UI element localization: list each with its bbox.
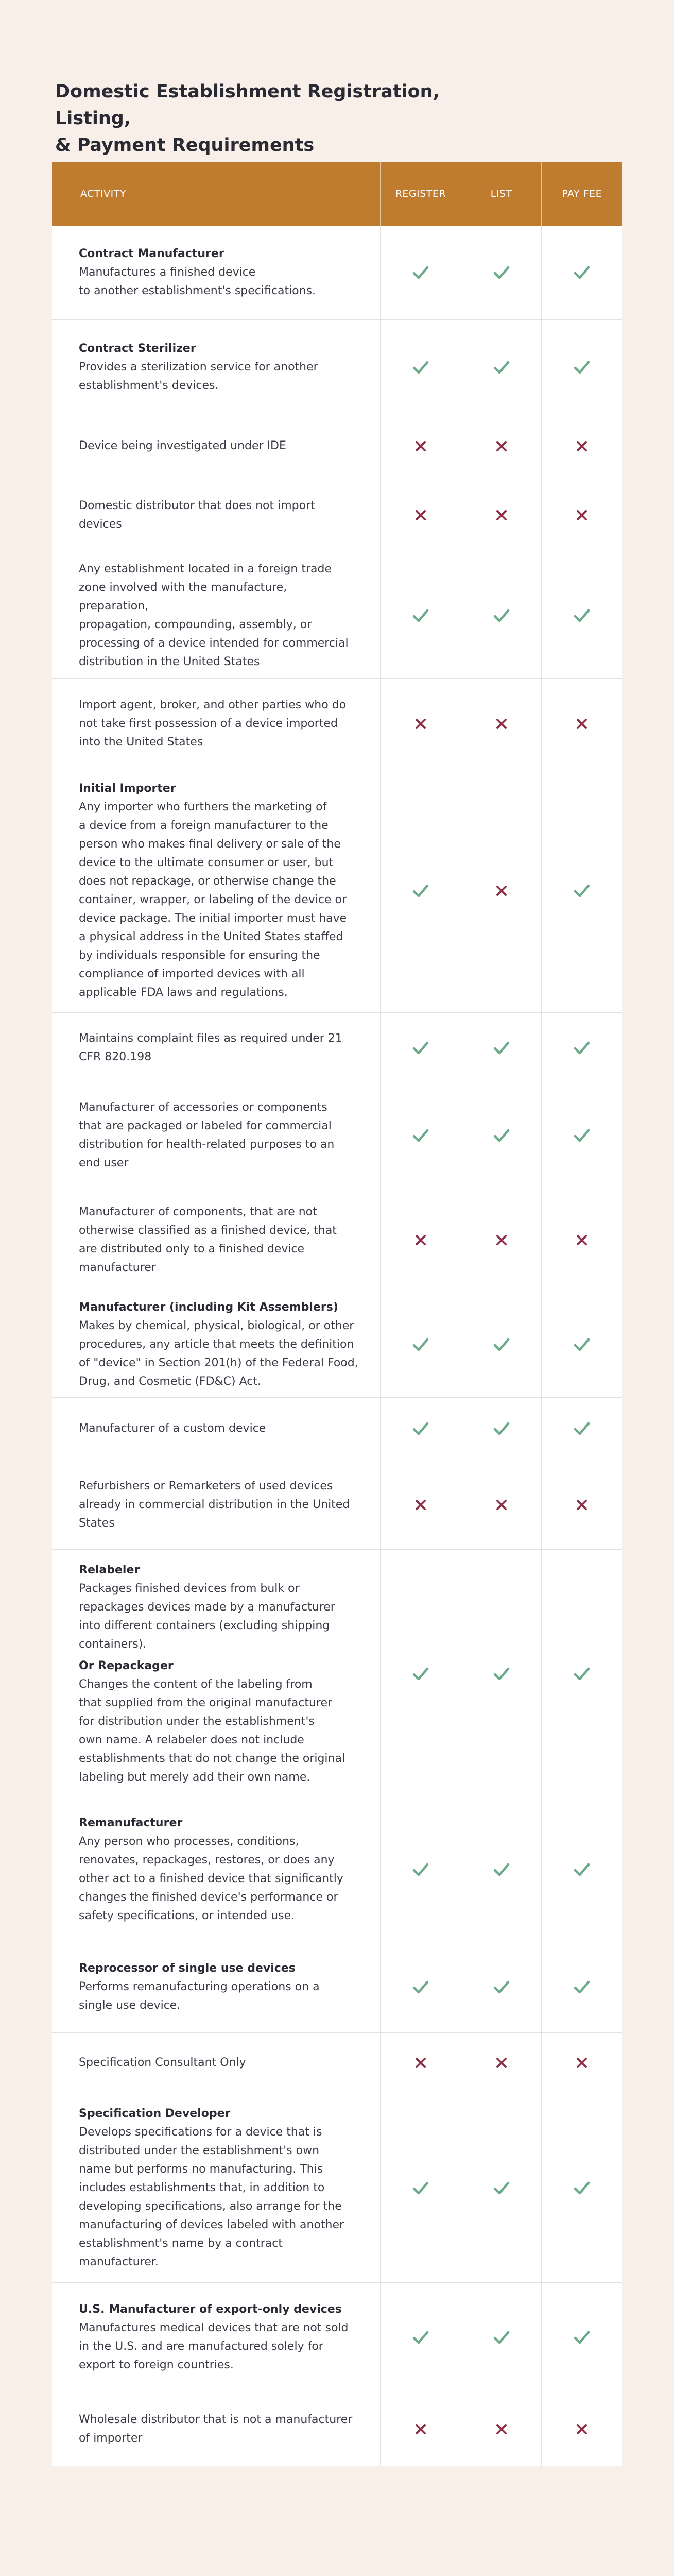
header-activity: ACTIVITY	[80, 188, 126, 199]
check-icon	[573, 1665, 591, 1683]
activity-text: manufacturer	[79, 1261, 156, 1274]
activity-cell	[52, 2283, 380, 2392]
register-mark	[380, 1550, 461, 1798]
pay-fee-mark	[541, 2093, 622, 2282]
check-icon	[412, 359, 429, 376]
table-row	[52, 1013, 622, 1083]
list-mark	[461, 1550, 542, 1798]
activity-text: repackages devices made by a manufacturer	[79, 1600, 335, 1614]
pay-fee-mark	[541, 1188, 622, 1292]
check-icon	[493, 1039, 510, 1057]
activity-text: a device from a foreign manufacturer to the	[79, 819, 329, 832]
table-row	[52, 415, 622, 477]
activity-text: Refurbishers or Remarketers of used devices	[79, 1479, 333, 1493]
activity-text: Manufacturer of accessories or components	[79, 1101, 327, 1114]
activity-text: establishments that do not change the original	[79, 1752, 345, 1765]
register-mark	[380, 1083, 461, 1188]
table-row	[52, 1941, 622, 2033]
pay-fee-mark	[541, 1798, 622, 1941]
table-row	[52, 2392, 622, 2466]
cross-icon	[576, 440, 587, 452]
activity-cell	[52, 477, 380, 553]
activity-text: containers).	[79, 1637, 147, 1651]
table-row	[52, 1292, 622, 1398]
header-pay-fee: PAY FEE	[541, 162, 622, 226]
check-icon	[493, 2329, 510, 2346]
activity-cell	[52, 1460, 380, 1549]
activity-text: compliance of imported devices with all	[79, 968, 305, 980]
activity-cell	[52, 226, 380, 319]
activity-text: Any person who processes, conditions,	[79, 1835, 299, 1848]
activity-heading: Relabeler	[79, 1563, 140, 1577]
activity-cell	[52, 769, 380, 1012]
register-mark	[380, 679, 461, 769]
check-icon	[412, 607, 429, 624]
check-icon	[493, 1665, 510, 1683]
check-icon	[412, 1336, 429, 1353]
activity-text: establishment's name by a contract	[79, 2236, 283, 2250]
activity-text: to another establishment's specifications.	[79, 284, 316, 297]
table-header	[52, 162, 622, 226]
activity-cell	[52, 1798, 380, 1941]
activity-text: Manufactures a finished device	[79, 266, 256, 279]
register-mark	[380, 2033, 461, 2093]
activity-cell	[52, 320, 380, 415]
activity-text: procedures, any article that meets the definition	[79, 1338, 354, 1351]
activity-text: Packages finished devices from bulk or	[79, 1582, 300, 1595]
register-mark	[380, 1188, 461, 1292]
pay-fee-mark	[541, 553, 622, 678]
cross-icon	[496, 1234, 507, 1246]
check-icon	[493, 2179, 510, 2197]
header-register: REGISTER	[380, 162, 461, 226]
check-icon	[412, 264, 429, 281]
activity-text: a physical address in the United States staffed	[79, 930, 343, 943]
check-icon	[493, 359, 510, 376]
pay-fee-mark	[541, 226, 622, 319]
activity-text: processing of a device intended for commercial	[79, 637, 349, 650]
pay-fee-mark	[541, 679, 622, 769]
pay-fee-mark	[541, 1941, 622, 2032]
pay-fee-mark	[541, 2283, 622, 2392]
activity-heading: Or Repackager	[79, 1659, 174, 1672]
check-icon	[493, 264, 510, 281]
header-list: LIST	[461, 162, 542, 226]
register-mark	[380, 1460, 461, 1549]
pay-fee-mark	[541, 769, 622, 1012]
activity-text: device to the ultimate consumer or user, but	[79, 856, 334, 869]
table-row	[52, 2283, 622, 2392]
activity-text: Manufacturer of components, that are not	[79, 1205, 317, 1218]
pay-fee-mark	[541, 415, 622, 477]
cross-icon	[496, 1499, 507, 1511]
activity-text: in the U.S. and are manufactured solely for	[79, 2340, 323, 2353]
activity-text: distribution in the United States	[79, 655, 260, 668]
cross-icon	[576, 510, 587, 521]
table-row	[52, 320, 622, 415]
list-mark	[461, 553, 542, 678]
activity-text: distribution for health-related purposes to an	[79, 1138, 335, 1151]
check-icon	[493, 1978, 510, 1996]
activity-cell	[52, 1292, 380, 1397]
activity-text: Domestic distributor that does not import	[79, 499, 315, 512]
table-body	[52, 226, 622, 2466]
check-icon	[412, 1039, 429, 1057]
activity-cell	[52, 415, 380, 477]
check-icon	[412, 1978, 429, 1996]
pay-fee-mark	[541, 1460, 622, 1549]
activity-cell	[52, 553, 380, 678]
check-icon	[412, 2329, 429, 2346]
cross-icon	[415, 1234, 426, 1246]
cross-icon	[576, 1499, 587, 1511]
cross-icon	[496, 510, 507, 521]
activity-text: distributed under the establishment's own	[79, 2144, 320, 2157]
activity-text: CFR 820.198	[79, 1050, 152, 1063]
cross-icon	[496, 718, 507, 730]
check-icon	[573, 882, 591, 900]
activity-text: otherwise classified as a finished device, that	[79, 1224, 337, 1237]
pay-fee-mark	[541, 2392, 622, 2466]
activity-text: Changes the content of the labeling from	[79, 1677, 313, 1691]
activity-text: renovates, repackages, restores, or does any	[79, 1853, 335, 1867]
activity-heading: Contract Manufacturer	[79, 247, 224, 260]
register-mark	[380, 769, 461, 1012]
cross-icon	[576, 2057, 587, 2069]
register-mark	[380, 415, 461, 477]
activity-text: already in commercial distribution in the United	[79, 1498, 350, 1511]
pay-fee-mark	[541, 1083, 622, 1188]
register-mark	[380, 1941, 461, 2032]
list-mark	[461, 679, 542, 769]
table-row	[52, 553, 622, 679]
list-mark	[461, 415, 542, 477]
list-mark	[461, 226, 542, 319]
check-icon	[493, 607, 510, 624]
activity-cell	[52, 1941, 380, 2032]
activity-text: Provides a sterilization service for another	[79, 361, 318, 374]
check-icon	[573, 1861, 591, 1878]
table-row	[52, 2033, 622, 2093]
check-icon	[573, 2329, 591, 2346]
register-mark	[380, 553, 461, 678]
cross-icon	[415, 2057, 426, 2069]
activity-cell	[52, 2093, 380, 2282]
pay-fee-mark	[541, 2033, 622, 2093]
activity-cell	[52, 1013, 380, 1083]
cross-icon	[415, 2424, 426, 2435]
cross-icon	[496, 2057, 507, 2069]
table-row	[52, 1460, 622, 1550]
table-row	[52, 226, 622, 320]
cross-icon	[496, 440, 507, 452]
check-icon	[573, 2179, 591, 2197]
check-icon	[573, 264, 591, 281]
table-row	[52, 1188, 622, 1292]
activity-text: zone involved with the manufacture, preparation,	[79, 581, 287, 613]
list-mark	[461, 1460, 542, 1549]
pay-fee-mark	[541, 320, 622, 415]
page-title-line2: & Payment Requirements	[55, 135, 315, 156]
activity-text: Any establishment located in a foreign trade	[79, 563, 332, 575]
pay-fee-mark	[541, 1398, 622, 1460]
activity-text: by individuals responsible for ensuring the	[79, 949, 320, 962]
cross-icon	[415, 718, 426, 730]
activity-text: Specification Consultant Only	[79, 2056, 246, 2069]
check-icon	[493, 1420, 510, 1437]
table-row	[52, 1083, 622, 1188]
activity-text: manufacturing of devices labeled with another	[79, 2218, 344, 2231]
list-mark	[461, 1292, 542, 1397]
activity-text: into different containers (excluding shipping	[79, 1619, 330, 1632]
check-icon	[412, 1127, 429, 1144]
activity-text: that supplied from the original manufacturer	[79, 1696, 333, 1709]
check-icon	[412, 2179, 429, 2197]
register-mark	[380, 1013, 461, 1083]
activity-text: Makes by chemical, physical, biological, or other	[79, 1319, 354, 1332]
activity-heading: Manufacturer (including Kit Assemblers)	[79, 1301, 338, 1314]
activity-text: device package. The initial importer must have	[79, 912, 347, 925]
activity-text: Wholesale distributor that is not a manufacturer	[79, 2413, 353, 2426]
pay-fee-mark	[541, 1550, 622, 1798]
page-title	[55, 78, 519, 159]
activity-text: Import agent, broker, and other parties who do	[79, 698, 347, 711]
activity-text: for distribution under the establishment's	[79, 1715, 315, 1728]
activity-text: Any importer who furthers the marketing of	[79, 801, 327, 814]
activity-text: labeling but merely add their own name.	[79, 1770, 310, 1784]
activity-heading: Reprocessor of single use devices	[79, 1961, 296, 1975]
activity-text: developing specifications, also arrange for the	[79, 2199, 342, 2213]
list-mark	[461, 1188, 542, 1292]
activity-text: export to foreign countries.	[79, 2358, 234, 2371]
activity-cell	[52, 1550, 380, 1798]
activity-text: other act to a finished device that significantly	[79, 1872, 343, 1885]
activity-text: States	[79, 1516, 115, 1530]
activity-text: not take first possession of a device imported	[79, 717, 338, 730]
table-row	[52, 2093, 622, 2283]
cross-icon	[576, 718, 587, 730]
list-mark	[461, 1941, 542, 2032]
activity-text: includes establishments that, in addition to	[79, 2181, 325, 2194]
check-icon	[412, 882, 429, 900]
check-icon	[573, 1039, 591, 1057]
page-title-line1: Domestic Establishment Registration, Listing,	[55, 81, 440, 129]
activity-text: Device being investigated under IDE	[79, 439, 286, 452]
pay-fee-mark	[541, 477, 622, 553]
list-mark	[461, 2283, 542, 2392]
activity-text: are distributed only to a finished device	[79, 1242, 305, 1256]
register-mark	[380, 320, 461, 415]
activity-cell	[52, 2033, 380, 2093]
check-icon	[493, 1336, 510, 1353]
cross-icon	[496, 2424, 507, 2435]
pay-fee-mark	[541, 1292, 622, 1397]
register-mark	[380, 1798, 461, 1941]
table-row	[52, 477, 622, 553]
check-icon	[412, 1665, 429, 1683]
list-mark	[461, 1013, 542, 1083]
cross-icon	[415, 1499, 426, 1511]
activity-text: establishment's devices.	[79, 379, 219, 392]
activity-text: manufacturer.	[79, 2255, 159, 2268]
check-icon	[573, 1978, 591, 1996]
register-mark	[380, 226, 461, 319]
activity-cell	[52, 2392, 380, 2466]
register-mark	[380, 477, 461, 553]
activity-cell	[52, 679, 380, 769]
activity-cell	[52, 1083, 380, 1188]
check-icon	[573, 607, 591, 624]
activity-text: end user	[79, 1157, 129, 1170]
table-row	[52, 1398, 622, 1460]
activity-text: devices	[79, 517, 122, 531]
register-mark	[380, 1398, 461, 1460]
activity-text: into the United States	[79, 735, 203, 749]
activity-text: of importer	[79, 2431, 143, 2445]
requirements-table	[52, 162, 622, 2466]
cross-icon	[496, 885, 507, 896]
cross-icon	[576, 2424, 587, 2435]
check-icon	[573, 359, 591, 376]
activity-text: Maintains complaint files as required under 21	[79, 1032, 342, 1045]
activity-text: Manufactures medical devices that are not sold	[79, 2321, 349, 2334]
activity-cell	[52, 1188, 380, 1292]
activity-heading: Specification Developer	[79, 2107, 231, 2120]
list-mark	[461, 1083, 542, 1188]
activity-heading: Remanufacturer	[79, 1816, 183, 1829]
table-row	[52, 679, 622, 769]
register-mark	[380, 2392, 461, 2466]
check-icon	[573, 1127, 591, 1144]
activity-text: of "device" in Section 201(h) of the Federal Food,	[79, 1357, 358, 1369]
activity-text: Manufacturer of a custom device	[79, 1422, 266, 1435]
list-mark	[461, 1798, 542, 1941]
check-icon	[573, 1336, 591, 1353]
activity-text: Performs remanufacturing operations on a	[79, 1980, 320, 1993]
activity-heading: Initial Importer	[79, 782, 176, 795]
activity-text: changes the finished device's performance or	[79, 1890, 338, 1904]
activity-text: propagation, compounding, assembly, or	[79, 618, 312, 631]
activity-heading: Contract Sterilizer	[79, 342, 196, 355]
activity-cell	[52, 1398, 380, 1460]
activity-text: Drug, and Cosmetic (FD&C) Act.	[79, 1375, 261, 1388]
activity-text: own name. A relabeler does not include	[79, 1733, 304, 1747]
register-mark	[380, 2093, 461, 2282]
register-mark	[380, 2283, 461, 2392]
activity-text: container, wrapper, or labeling of the device or	[79, 893, 347, 906]
list-mark	[461, 2392, 542, 2466]
table-row	[52, 1550, 622, 1798]
list-mark	[461, 1398, 542, 1460]
list-mark	[461, 769, 542, 1012]
pay-fee-mark	[541, 1013, 622, 1083]
list-mark	[461, 477, 542, 553]
list-mark	[461, 2033, 542, 2093]
check-icon	[412, 1420, 429, 1437]
table-row	[52, 1798, 622, 1941]
list-mark	[461, 2093, 542, 2282]
table-row	[52, 769, 622, 1013]
activity-heading: U.S. Manufacturer of export-only devices	[79, 2302, 342, 2316]
activity-text: applicable FDA laws and regulations.	[79, 986, 288, 999]
activity-text: that are packaged or labeled for commercial	[79, 1120, 332, 1132]
activity-text: name but performs no manufacturing. This	[79, 2162, 323, 2176]
check-icon	[573, 1420, 591, 1437]
check-icon	[493, 1127, 510, 1144]
check-icon	[412, 1861, 429, 1878]
activity-text: single use device.	[79, 1998, 181, 2012]
check-icon	[493, 1861, 510, 1878]
register-mark	[380, 1292, 461, 1397]
activity-text: Develops specifications for a device that is	[79, 2125, 322, 2139]
activity-text: does not repackage, or otherwise change the	[79, 875, 336, 888]
activity-text: person who makes final delivery or sale of the	[79, 838, 341, 851]
activity-text: safety specifications, or intended use.	[79, 1909, 295, 1922]
cross-icon	[415, 440, 426, 452]
cross-icon	[576, 1234, 587, 1246]
list-mark	[461, 320, 542, 415]
cross-icon	[415, 510, 426, 521]
